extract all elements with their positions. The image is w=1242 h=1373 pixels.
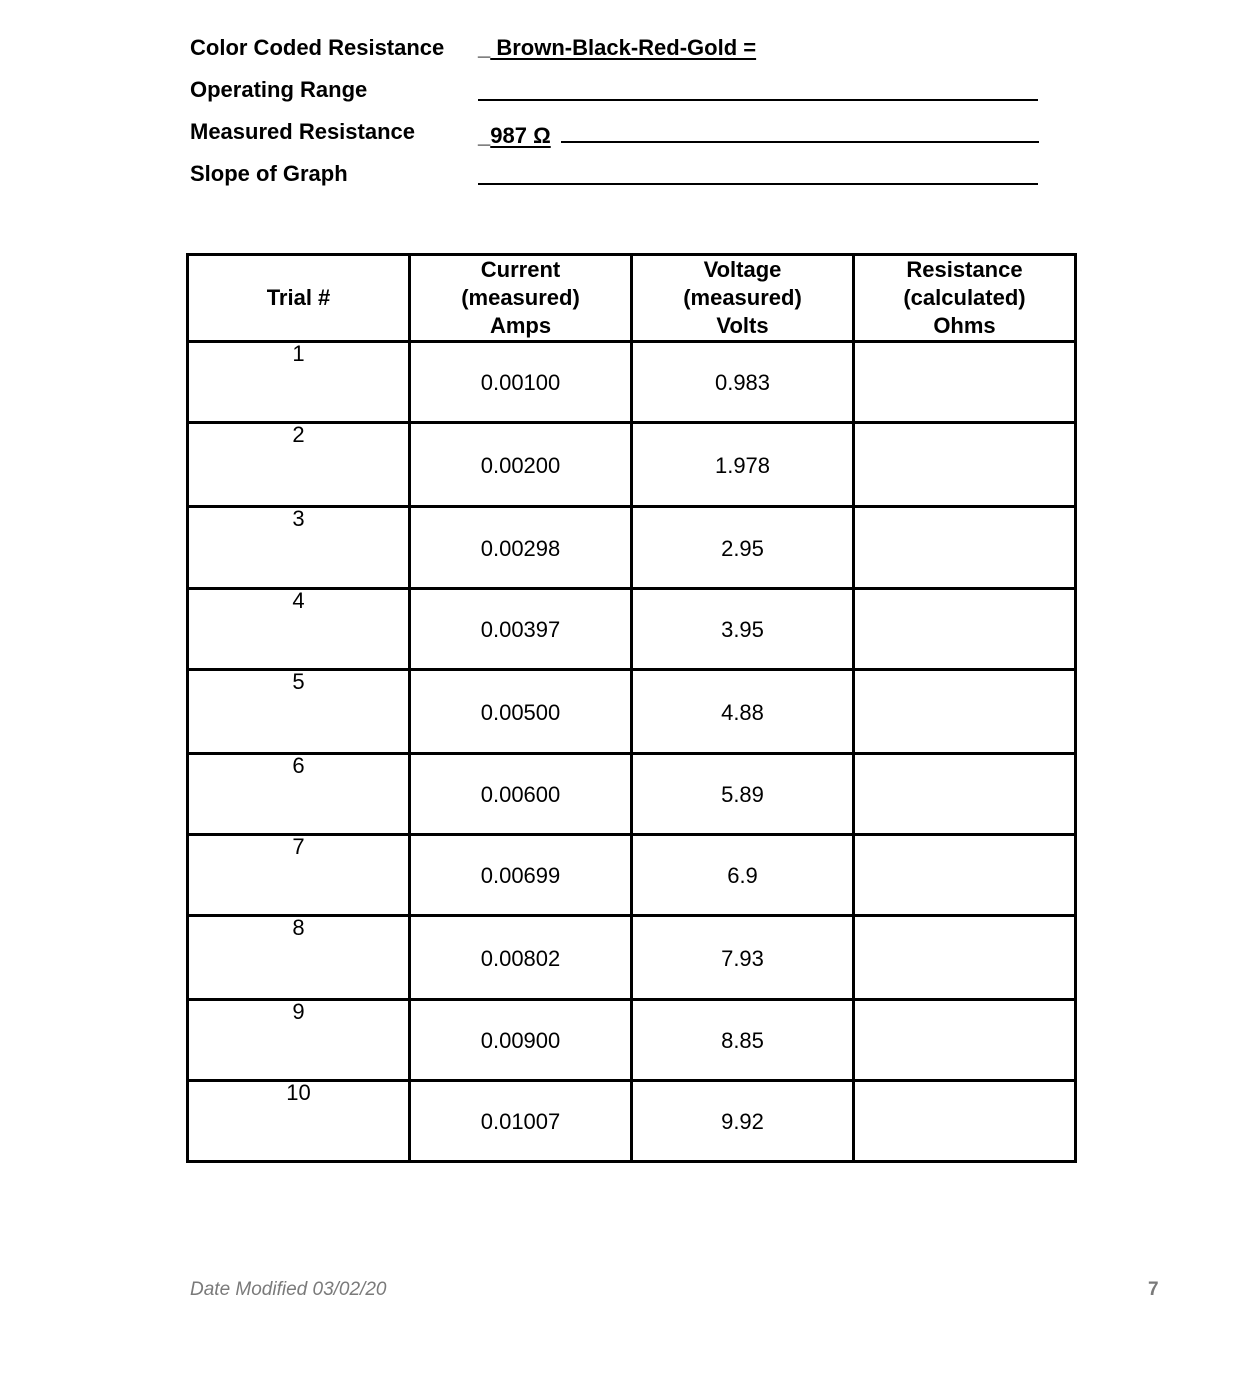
measured-resistance-label: Measured Resistance: [190, 119, 415, 144]
current-cell[interactable]: 0.00298: [410, 507, 632, 589]
resistance-cell[interactable]: [854, 1081, 1076, 1162]
voltage-cell[interactable]: 0.983: [632, 342, 854, 423]
resistance-cell[interactable]: [854, 670, 1076, 754]
table-row: [188, 507, 1076, 589]
current-cell[interactable]: 0.00802: [410, 916, 632, 1000]
resistance-cell[interactable]: [854, 835, 1076, 916]
voltage-cell[interactable]: 3.95: [632, 589, 854, 670]
table-row: [188, 670, 1076, 754]
voltage-cell[interactable]: 8.85: [632, 1000, 854, 1081]
current-cell[interactable]: 0.00600: [410, 754, 632, 835]
resistance-cell[interactable]: [854, 423, 1076, 507]
current-cell[interactable]: 0.00200: [410, 423, 632, 507]
current-cell[interactable]: 0.00397: [410, 589, 632, 670]
voltage-cell[interactable]: 1.978: [632, 423, 854, 507]
table-row: [188, 754, 1076, 835]
trial-cell: 4: [188, 589, 410, 670]
color-coded-resistance-text: Brown-Black-Red-Gold =: [490, 35, 757, 60]
trial-cell: 5: [188, 670, 410, 754]
slope-of-graph-blank[interactable]: [478, 161, 1038, 191]
voltage-cell[interactable]: 7.93: [632, 916, 854, 1000]
voltage-cell[interactable]: 9.92: [632, 1081, 854, 1162]
current-cell[interactable]: 0.00900: [410, 1000, 632, 1081]
slope-of-graph-label: Slope of Graph: [190, 161, 348, 186]
resistance-cell[interactable]: [854, 342, 1076, 423]
color-coded-resistance-value[interactable]: [478, 35, 756, 61]
header-trial: Trial #: [188, 255, 410, 342]
trial-cell: 2: [188, 423, 410, 507]
table-row: [188, 1000, 1076, 1081]
resistance-cell[interactable]: [854, 589, 1076, 670]
voltage-cell[interactable]: 6.9: [632, 835, 854, 916]
trial-cell: 6: [188, 754, 410, 835]
current-cell[interactable]: 0.01007: [410, 1081, 632, 1162]
table-row: [188, 1081, 1076, 1162]
current-cell[interactable]: 0.00100: [410, 342, 632, 423]
resistance-cell[interactable]: [854, 754, 1076, 835]
measured-resistance-prefix: _: [478, 123, 491, 148]
operating-range-label: Operating Range: [190, 77, 368, 102]
color-coded-resistance-prefix: _: [478, 35, 491, 60]
table-row: [188, 589, 1076, 670]
trial-cell: 9: [188, 1000, 410, 1081]
trial-cell: 1: [188, 342, 410, 423]
operating-range-blank[interactable]: [478, 77, 1038, 107]
table-row: [188, 423, 1076, 507]
table-row: [188, 342, 1076, 423]
voltage-cell[interactable]: 4.88: [632, 670, 854, 754]
measured-resistance-value[interactable]: [478, 119, 1039, 149]
resistance-cell[interactable]: [854, 507, 1076, 589]
data-table: [186, 253, 1077, 1163]
header-voltage: Voltage (measured) Volts: [632, 255, 854, 342]
header-resistance: Resistance (calculated) Ohms: [854, 255, 1076, 342]
resistance-cell[interactable]: [854, 1000, 1076, 1081]
voltage-cell[interactable]: 5.89: [632, 754, 854, 835]
trial-cell: 10: [188, 1081, 410, 1162]
trial-cell: 8: [188, 916, 410, 1000]
table-header-row: [188, 255, 1076, 342]
current-cell[interactable]: 0.00699: [410, 835, 632, 916]
voltage-cell[interactable]: 2.95: [632, 507, 854, 589]
resistance-cell[interactable]: [854, 916, 1076, 1000]
current-cell[interactable]: 0.00500: [410, 670, 632, 754]
table-row: [188, 916, 1076, 1000]
color-coded-resistance-label: Color Coded Resistance: [190, 35, 445, 60]
page-number: 7: [1148, 1279, 1159, 1300]
header-current: Current (measured) Amps: [410, 255, 632, 342]
table-row: [188, 835, 1076, 916]
trial-cell: 7: [188, 835, 410, 916]
trial-cell: 3: [188, 507, 410, 589]
date-modified: Date Modified 03/02/20: [190, 1279, 387, 1300]
measured-resistance-text: 987 Ω: [490, 123, 551, 148]
